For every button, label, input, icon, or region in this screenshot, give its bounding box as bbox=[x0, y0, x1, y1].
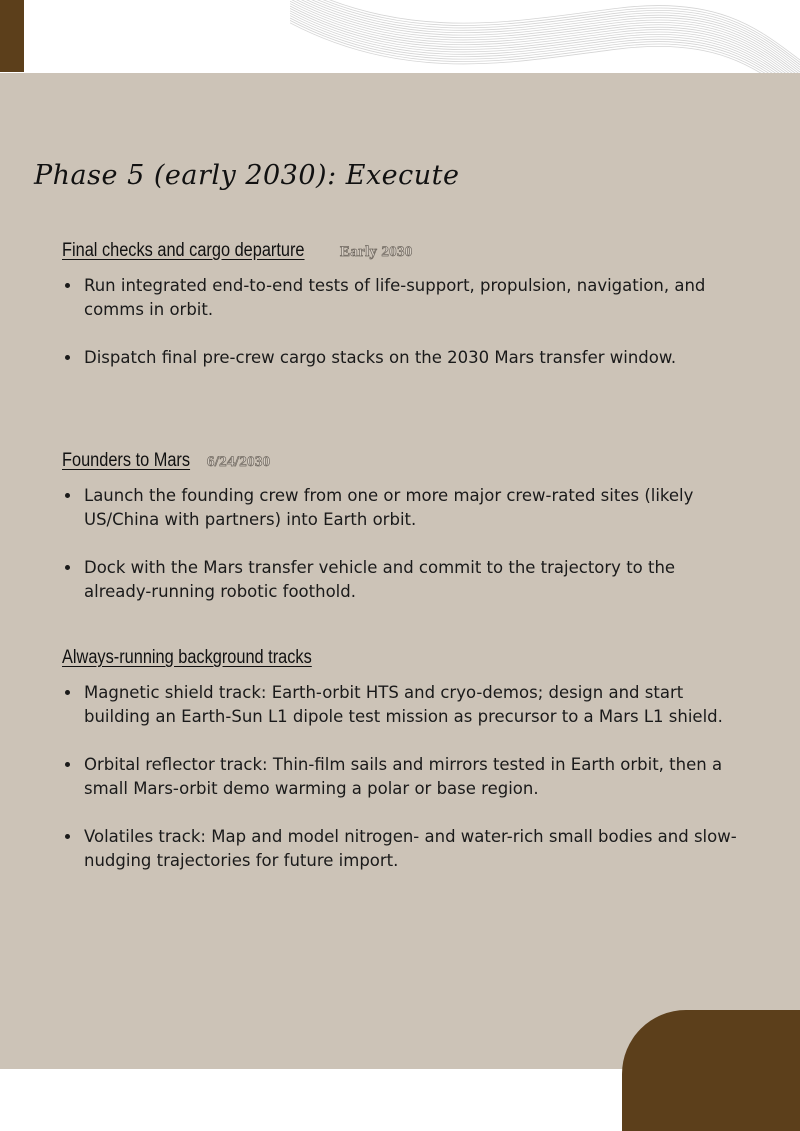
wave-line bbox=[290, 0, 800, 72]
list-item: • Dock with the Mars transfer vehicle and commit to the trajectory to the already-running robotic foothold. bbox=[82, 556, 742, 604]
section-title: Final checks and cargo departure bbox=[62, 240, 305, 261]
phase-title: Phase 5 (early 2030): Execute bbox=[34, 160, 460, 191]
bullet-list bbox=[62, 484, 742, 604]
corner-accent-tab bbox=[0, 0, 24, 72]
section-header bbox=[62, 240, 742, 268]
wave-line bbox=[290, 1, 800, 73]
list-item: • Dispatch final pre-crew cargo stacks on the 2030 Mars transfer window. bbox=[82, 346, 742, 370]
section-date: Early 2030 bbox=[340, 244, 413, 260]
list-item: • Orbital reflector track: Thin-film sails and mirrors tested in Earth orbit, then a small Mars-orbit demo warming a polar or base region. bbox=[82, 753, 742, 801]
section-title: Founders to Mars bbox=[62, 450, 191, 471]
section-final-checks bbox=[62, 240, 742, 370]
list-item: • Launch the founding crew from one or more major crew-rated sites (likely US/China with partners) into Earth orbit. bbox=[82, 484, 742, 532]
bullet-list bbox=[62, 681, 742, 873]
wave-line bbox=[290, 0, 800, 70]
list-item: • Magnetic shield track: Earth-orbit HTS and cryo-demos; design and start building an Earth-Sun L1 dipole test mission as precursor to a Mars L1 shield. bbox=[82, 681, 742, 729]
section-title: Always-running background tracks bbox=[62, 647, 312, 668]
section-header bbox=[62, 450, 742, 478]
section-founders-to-mars bbox=[62, 450, 742, 604]
section-header bbox=[62, 647, 742, 675]
section-background-tracks bbox=[62, 647, 742, 873]
corner-accent-block bbox=[622, 1010, 800, 1131]
decorative-wave-lines bbox=[290, 0, 800, 73]
list-item: • Volatiles track: Map and model nitrogen- and water-rich small bodies and slow-nudging trajectories for future import. bbox=[82, 825, 742, 873]
list-item: • Run integrated end-to-end tests of life-support, propulsion, navigation, and comms in orbit. bbox=[82, 274, 742, 322]
wave-line bbox=[290, 0, 800, 65]
bullet-list bbox=[62, 274, 742, 370]
wave-line bbox=[290, 0, 800, 67]
section-date: 6/24/2030 bbox=[206, 454, 271, 470]
wave-line bbox=[290, 8, 800, 73]
